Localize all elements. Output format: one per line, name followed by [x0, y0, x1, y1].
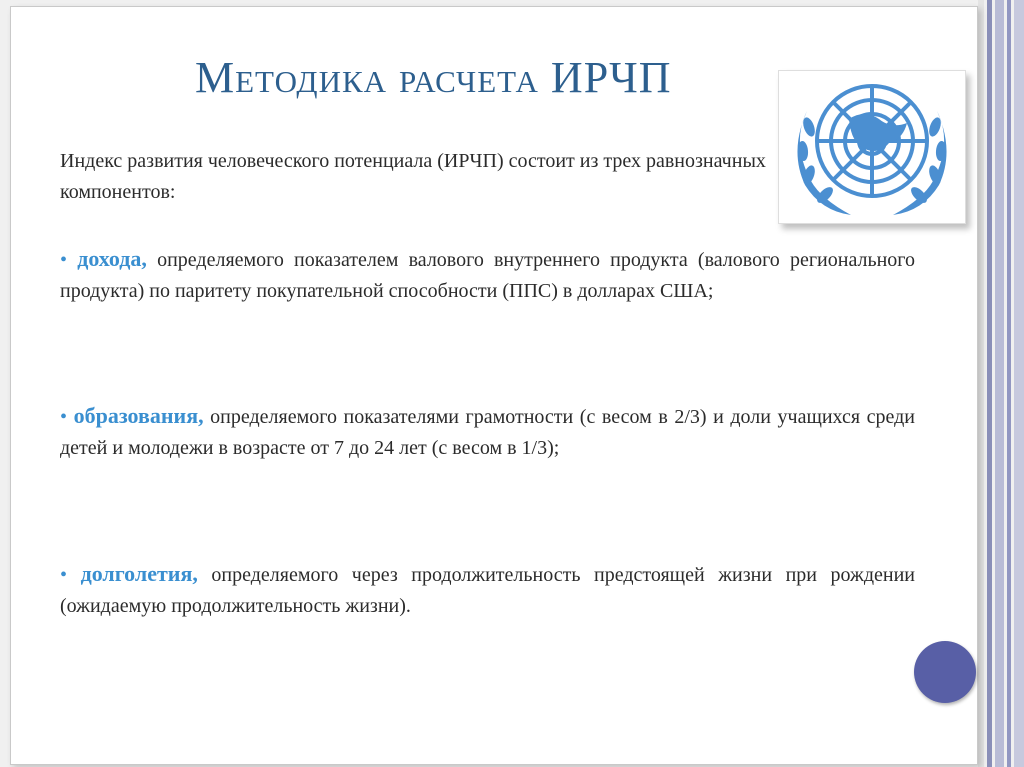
component-description: определяемого показателем валового внутреннего продукта (валового регионального продукта) по паритету покупательной способности (ППС) в долларах США; [60, 249, 916, 302]
decorative-circle [914, 641, 976, 703]
component-keyword: долголетия, [80, 561, 198, 586]
component-education [60, 400, 915, 464]
decorative-stripes [978, 0, 1024, 767]
bullet-icon: • [60, 406, 68, 428]
component-income [60, 243, 915, 307]
bullet-icon: • [60, 564, 68, 586]
component-keyword: образования, [73, 403, 204, 428]
slide-title: Методика расчета ИРЧП [195, 53, 672, 102]
component-description: определяемого через продолжительность предстоящей жизни при рождении (ожидаемую продолжительность жизни). [60, 564, 915, 617]
bullet-icon: • [60, 249, 68, 271]
component-description: определяемого показателями грамотности (с весом в 2/3) и доли учащихся среди детей и молодежи в возрасте от 7 до 24 лет (с весом в 1/3); [60, 406, 915, 459]
component-keyword: дохода, [77, 246, 147, 271]
intro-text: Индекс развития человеческого потенциала (ИРЧП) состоит из трех равнозначных компонентов: [60, 150, 766, 203]
component-longevity [60, 558, 915, 622]
